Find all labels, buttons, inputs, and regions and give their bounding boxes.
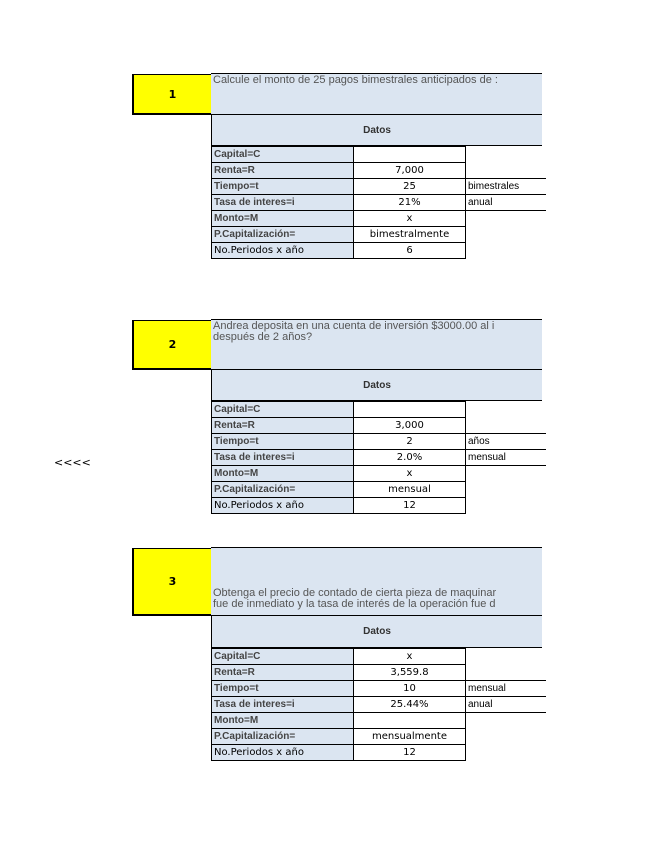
problem-3-statement [211, 547, 542, 616]
row-value[interactable]: 12 [354, 498, 466, 514]
row-value[interactable]: x [354, 211, 466, 227]
row-unit: mensual [466, 450, 547, 466]
row-label: P.Capitalización= [212, 482, 354, 498]
table-row [212, 649, 547, 665]
row-unit: anual [466, 195, 547, 211]
row-unit: mensual [466, 681, 547, 697]
table-row [212, 163, 547, 179]
problem-1-datos-header: Datos [211, 114, 542, 146]
row-label: Renta=R [212, 665, 354, 681]
row-unit [466, 227, 547, 243]
row-value[interactable]: 3,559.8 [354, 665, 466, 681]
row-label: Tiempo=t [212, 179, 354, 195]
row-label: P.Capitalización= [212, 227, 354, 243]
row-value[interactable]: x [354, 649, 466, 665]
row-value[interactable]: 25 [354, 179, 466, 195]
problem-2-text-line2: después de 2 años? [213, 331, 313, 343]
row-unit: bimestrales [466, 179, 547, 195]
problem-2-data-table [211, 401, 546, 514]
row-value[interactable]: 25.44% [354, 697, 466, 713]
row-unit [466, 211, 547, 227]
row-value[interactable] [354, 147, 466, 163]
problem-1-text-line1: Calcule el monto de 25 pagos bimestrales anticipados de : [213, 74, 498, 86]
table-row [212, 434, 547, 450]
row-value[interactable]: mensualmente [354, 729, 466, 745]
row-value[interactable]: 2.0% [354, 450, 466, 466]
row-label: Monto=M [212, 713, 354, 729]
row-value[interactable]: 10 [354, 681, 466, 697]
problem-1-statement [211, 73, 542, 115]
table-row [212, 211, 547, 227]
problem-2-datos-header: Datos [211, 369, 542, 401]
row-label: Monto=M [212, 466, 354, 482]
table-row [212, 418, 547, 434]
row-label: Monto=M [212, 211, 354, 227]
row-value[interactable]: 7,000 [354, 163, 466, 179]
row-unit [466, 729, 547, 745]
row-unit: años [466, 434, 547, 450]
row-value[interactable] [354, 713, 466, 729]
problem-3-number: 3 [132, 548, 212, 616]
table-row [212, 243, 547, 259]
row-label: No.Periodos x año [212, 243, 354, 259]
table-row [212, 195, 547, 211]
back-arrows-link[interactable]: <<<< [54, 456, 91, 469]
row-unit [466, 649, 547, 665]
problem-1-data-table [211, 146, 546, 259]
row-label: Tasa de interes=i [212, 195, 354, 211]
row-unit [466, 402, 547, 418]
row-value[interactable] [354, 402, 466, 418]
problem-3-text-line1: Obtenga el precio de contado de cierta pieza de maquinar [213, 587, 497, 599]
table-row [212, 745, 547, 761]
problem-3-text-line2: fue de inmediato y la tasa de interés de la operación fue d [213, 598, 496, 610]
row-unit [466, 745, 547, 761]
row-label: Tiempo=t [212, 434, 354, 450]
row-value[interactable]: 2 [354, 434, 466, 450]
problem-2-number: 2 [132, 320, 212, 370]
table-row [212, 179, 547, 195]
row-label: Tasa de interes=i [212, 697, 354, 713]
row-unit [466, 147, 547, 163]
row-value[interactable]: 21% [354, 195, 466, 211]
row-unit [466, 498, 547, 514]
row-unit [466, 713, 547, 729]
row-label: Tiempo=t [212, 681, 354, 697]
row-unit [466, 466, 547, 482]
table-row [212, 450, 547, 466]
row-unit [466, 665, 547, 681]
row-label: Renta=R [212, 418, 354, 434]
table-row [212, 402, 547, 418]
row-label: No.Periodos x año [212, 498, 354, 514]
row-unit [466, 418, 547, 434]
row-unit [466, 482, 547, 498]
table-row [212, 729, 547, 745]
row-value[interactable]: mensual [354, 482, 466, 498]
problem-2-statement [211, 319, 542, 370]
row-value[interactable]: 12 [354, 745, 466, 761]
row-value[interactable]: 3,000 [354, 418, 466, 434]
row-label: P.Capitalización= [212, 729, 354, 745]
table-row [212, 482, 547, 498]
row-unit [466, 243, 547, 259]
problem-3-datos-header: Datos [211, 615, 542, 648]
row-label: Tasa de interes=i [212, 450, 354, 466]
problem-1-number: 1 [132, 74, 212, 115]
table-row [212, 713, 547, 729]
table-row [212, 697, 547, 713]
table-row [212, 227, 547, 243]
row-label: Capital=C [212, 147, 354, 163]
table-row [212, 147, 547, 163]
table-row [212, 466, 547, 482]
table-row [212, 681, 547, 697]
row-label: Renta=R [212, 163, 354, 179]
row-value[interactable]: x [354, 466, 466, 482]
table-row [212, 498, 547, 514]
table-row [212, 665, 547, 681]
problem-3-data-table [211, 648, 546, 761]
row-value[interactable]: 6 [354, 243, 466, 259]
row-unit [466, 163, 547, 179]
row-label: Capital=C [212, 402, 354, 418]
row-unit: anual [466, 697, 547, 713]
row-label: Capital=C [212, 649, 354, 665]
row-value[interactable]: bimestralmente [354, 227, 466, 243]
problem-2-text-line1: Andrea deposita en una cuenta de inversión $3000.00 al i [213, 320, 495, 332]
row-label: No.Periodos x año [212, 745, 354, 761]
